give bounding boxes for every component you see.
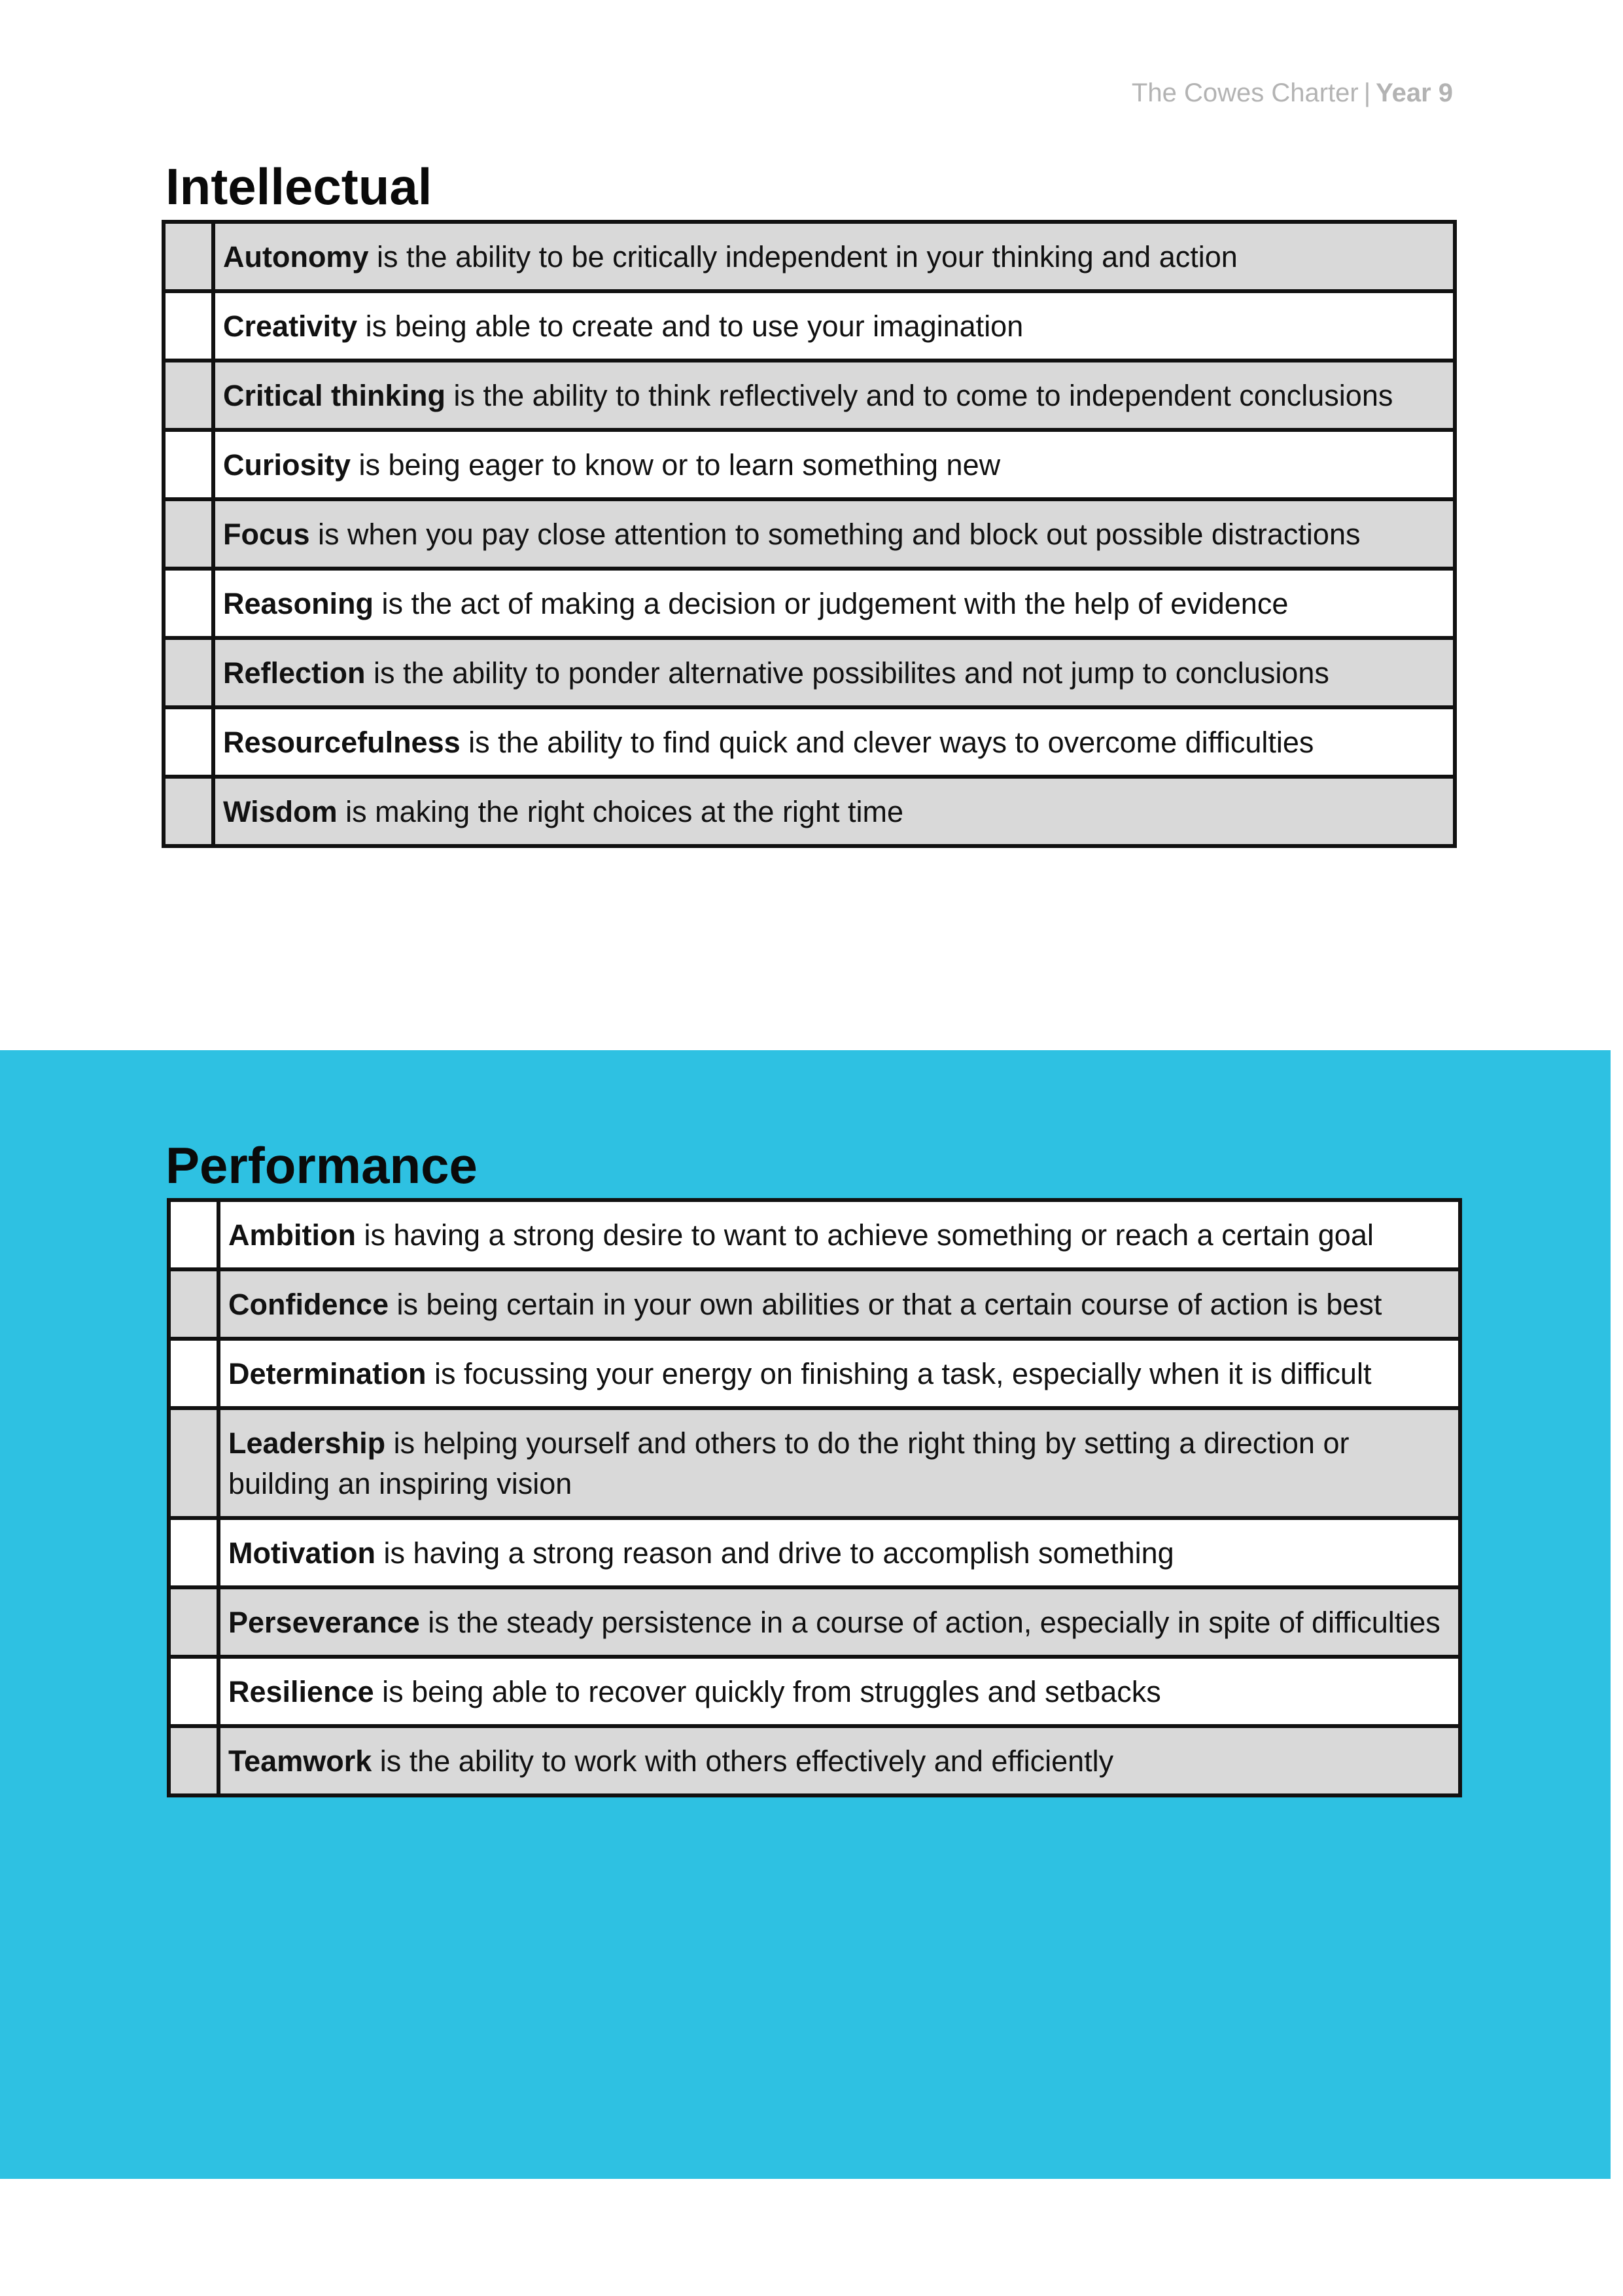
value-definition: is being eager to know or to learn something new	[351, 448, 1001, 482]
table-row	[164, 361, 1455, 430]
table-row	[169, 1408, 1460, 1518]
table-row	[169, 1200, 1460, 1269]
value-definition: is the ability to be critically independent in your thinking and action	[368, 240, 1238, 274]
checkbox-cell[interactable]	[164, 569, 213, 638]
definition-cell	[213, 499, 1455, 569]
intellectual-values-table	[162, 220, 1457, 848]
checkbox-cell[interactable]	[164, 499, 213, 569]
table-row	[169, 1518, 1460, 1587]
value-term: Ambition	[228, 1218, 356, 1252]
definition-cell	[218, 1269, 1460, 1339]
table-row	[164, 222, 1455, 291]
value-definition: is having a strong desire to want to achieve something or reach a certain goal	[355, 1218, 1374, 1252]
value-term: Motivation	[228, 1536, 375, 1570]
value-definition: is when you pay close attention to something and block out possible distractions	[309, 518, 1361, 551]
section-title-intellectual: Intellectual	[166, 158, 432, 215]
table-row	[164, 638, 1455, 707]
definition-cell	[218, 1408, 1460, 1518]
table-row	[169, 1339, 1460, 1408]
checkbox-cell[interactable]	[169, 1339, 218, 1408]
year-label: Year 9	[1376, 79, 1453, 107]
value-term: Resourcefulness	[223, 726, 461, 759]
table-row	[169, 1726, 1460, 1795]
value-definition: is the ability to ponder alternative possibilites and not jump to conclusions	[365, 656, 1329, 690]
definition-cell	[218, 1726, 1460, 1795]
document-title: The Cowes Charter	[1131, 79, 1359, 107]
checkbox-cell[interactable]	[164, 291, 213, 361]
value-term: Teamwork	[228, 1744, 372, 1778]
definition-cell	[218, 1339, 1460, 1408]
performance-rows	[169, 1200, 1460, 1795]
checkbox-cell[interactable]	[164, 707, 213, 777]
checkbox-cell[interactable]	[169, 1408, 218, 1518]
value-definition: is the ability to work with others effectively and efficiently	[372, 1744, 1114, 1778]
checkbox-cell[interactable]	[164, 361, 213, 430]
table-row	[164, 499, 1455, 569]
checkbox-cell[interactable]	[169, 1200, 218, 1269]
value-term: Focus	[223, 518, 310, 551]
section-title-performance: Performance	[166, 1137, 478, 1194]
table-row	[164, 291, 1455, 361]
checkbox-cell[interactable]	[164, 430, 213, 499]
value-term: Autonomy	[223, 240, 369, 274]
definition-cell	[213, 291, 1455, 361]
value-term: Confidence	[228, 1288, 389, 1321]
value-definition: is making the right choices at the right time	[337, 795, 904, 828]
value-term: Wisdom	[223, 795, 338, 828]
table-row	[169, 1269, 1460, 1339]
definition-cell	[213, 430, 1455, 499]
checkbox-cell[interactable]	[169, 1657, 218, 1726]
page-header	[1132, 79, 1453, 108]
checkbox-cell[interactable]	[169, 1587, 218, 1657]
table-row	[169, 1587, 1460, 1657]
value-term: Reasoning	[223, 587, 374, 620]
value-definition: is helping yourself and others to do the right thing by setting a direction or building an inspiring vision	[228, 1426, 1350, 1500]
checkbox-cell[interactable]	[169, 1269, 218, 1339]
definition-cell	[218, 1657, 1460, 1726]
intellectual-rows	[164, 222, 1455, 846]
value-term: Determination	[228, 1357, 427, 1390]
value-definition: is the steady persistence in a course of action, especially in spite of difficulties	[419, 1606, 1440, 1639]
value-term: Perseverance	[228, 1606, 420, 1639]
value-definition: is the act of making a decision or judgement with the help of evidence	[374, 587, 1289, 620]
value-definition: is the ability to think reflectively and to come to independent conclusions	[445, 379, 1393, 412]
value-term: Reflection	[223, 656, 366, 690]
definition-cell	[213, 222, 1455, 291]
checkbox-cell[interactable]	[169, 1518, 218, 1587]
value-term: Curiosity	[223, 448, 351, 482]
value-term: Leadership	[228, 1426, 386, 1460]
definition-cell	[213, 569, 1455, 638]
definition-cell	[213, 777, 1455, 846]
table-row	[169, 1657, 1460, 1726]
checkbox-cell[interactable]	[164, 222, 213, 291]
table-row	[164, 569, 1455, 638]
header-separator: |	[1363, 79, 1371, 107]
value-term: Critical thinking	[223, 379, 446, 412]
definition-cell	[218, 1518, 1460, 1587]
value-definition: is the ability to find quick and clever ways to overcome difficulties	[460, 726, 1314, 759]
definition-cell	[213, 638, 1455, 707]
value-definition: is focussing your energy on finishing a task, especially when it is difficult	[426, 1357, 1372, 1390]
checkbox-cell[interactable]	[169, 1726, 218, 1795]
value-term: Creativity	[223, 309, 358, 343]
definition-cell	[218, 1200, 1460, 1269]
definition-cell	[213, 361, 1455, 430]
value-definition: is having a strong reason and drive to accomplish something	[375, 1536, 1174, 1570]
value-definition: is being able to create and to use your imagination	[357, 309, 1024, 343]
value-definition: is being able to recover quickly from struggles and setbacks	[374, 1675, 1161, 1708]
table-row	[164, 707, 1455, 777]
table-row	[164, 430, 1455, 499]
checkbox-cell[interactable]	[164, 777, 213, 846]
definition-cell	[218, 1587, 1460, 1657]
value-definition: is being certain in your own abilities or that a certain course of action is best	[389, 1288, 1382, 1321]
value-term: Resilience	[228, 1675, 374, 1708]
definition-cell	[213, 707, 1455, 777]
table-row	[164, 777, 1455, 846]
checkbox-cell[interactable]	[164, 638, 213, 707]
performance-values-table	[167, 1198, 1462, 1797]
